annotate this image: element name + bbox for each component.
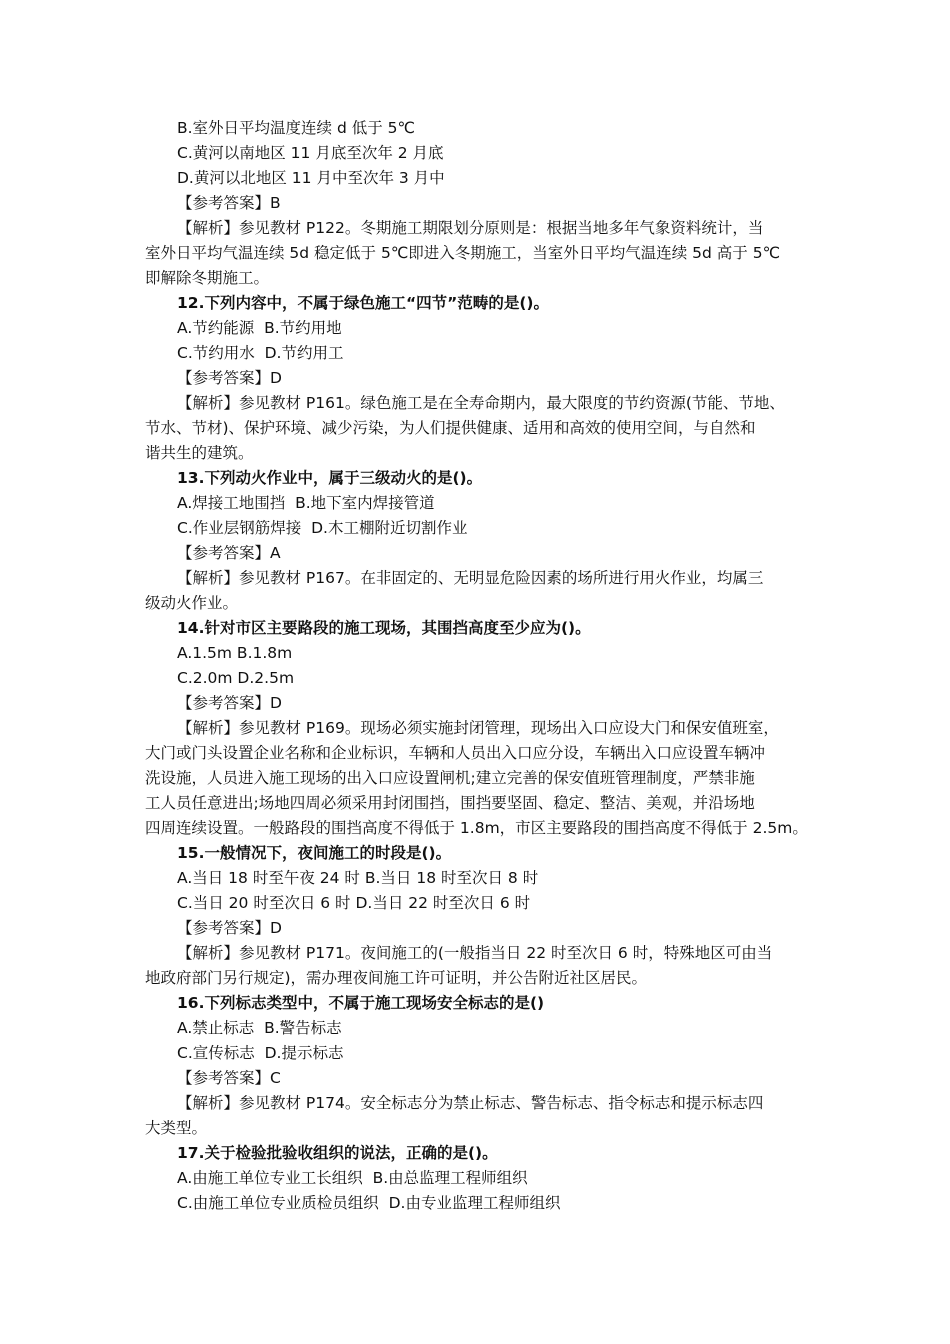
answer-q15: 【参考答案】D bbox=[177, 919, 282, 937]
options-cd-q16: C.宣传标志 D.提示标志 bbox=[177, 1044, 344, 1062]
answer-q16: 【参考答案】C bbox=[177, 1069, 281, 1087]
options-ab-q13: A.焊接工地围挡 B.地下室内焊接管道 bbox=[177, 494, 435, 512]
options-ab-q14: A.1.5m B.1.8m bbox=[177, 644, 293, 662]
analysis-q15-line1: 【解析】参见教材 P171。夜间施工的(一般指当日 22 时至次日 6 时，特殊地区可由当 bbox=[177, 944, 773, 962]
question-14: 14.针对市区主要路段的施工现场，其围挡高度至少应为()。 bbox=[177, 619, 591, 637]
question-16: 16.下列标志类型中，不属于施工现场安全标志的是() bbox=[177, 994, 545, 1012]
answer-q14: 【参考答案】D bbox=[177, 694, 282, 712]
option-c-q11: C.黄河以南地区 11 月底至次年 2 月底 bbox=[177, 144, 444, 162]
analysis-q14-line5: 四周连续设置。一般路段的围挡高度不得低于 1.8m，市区主要路段的围挡高度不得低于 2.5m。 bbox=[145, 819, 808, 837]
analysis-q14-line1: 【解析】参见教材 P169。现场必须实施封闭管理，现场出入口应设大门和保安值班室， bbox=[177, 719, 779, 737]
question-17: 17.关于检验批验收组织的说法，正确的是()。 bbox=[177, 1144, 498, 1162]
options-cd-q12: C.节约用水 D.节约用工 bbox=[177, 344, 344, 362]
analysis-q11-line3: 即解除冬期施工。 bbox=[145, 269, 270, 287]
analysis-q14-line2: 大门或门头设置企业名称和企业标识，车辆和人员出入口应分设，车辆出入口应设置车辆冲 bbox=[145, 744, 766, 762]
option-b-q11: B.室外日平均温度连续 d 低于 5℃ bbox=[177, 119, 415, 137]
answer-q11: 【参考答案】B bbox=[177, 194, 281, 212]
options-ab-q16: A.禁止标志 B.警告标志 bbox=[177, 1019, 342, 1037]
analysis-q12-line2: 节水、节材)、保护环境、减少污染，为人们提供健康、适用和高效的使用空间，与自然和 bbox=[145, 419, 756, 437]
analysis-q12-line1: 【解析】参见教材 P161。绿色施工是在全寿命期内，最大限度的节约资源(节能、节地、 bbox=[177, 394, 785, 412]
analysis-q16-line2: 大类型。 bbox=[145, 1119, 208, 1137]
question-13: 13.下列动火作业中，属于三级动火的是()。 bbox=[177, 469, 483, 487]
options-ab-q17: A.由施工单位专业工长组织 B.由总监理工程师组织 bbox=[177, 1169, 528, 1187]
answer-q12: 【参考答案】D bbox=[177, 369, 282, 387]
option-d-q11: D.黄河以北地区 11 月中至次年 3 月中 bbox=[177, 169, 445, 187]
options-cd-q14: C.2.0m D.2.5m bbox=[177, 669, 295, 687]
analysis-q11-line1: 【解析】参见教材 P122。冬期施工期限划分原则是：根据当地多年气象资料统计，当 bbox=[177, 219, 764, 237]
analysis-q15-line2: 地政府部门另行规定)，需办理夜间施工许可证明，并公告附近社区居民。 bbox=[145, 969, 648, 987]
analysis-q14-line4: 工人员任意进出;场地四周必须采用封闭围挡，围挡要坚固、稳定、整洁、美观，并沿场地 bbox=[145, 794, 755, 812]
options-ab-q15: A.当日 18 时至午夜 24 时 B.当日 18 时至次日 8 时 bbox=[177, 869, 539, 887]
options-cd-q15: C.当日 20 时至次日 6 时 D.当日 22 时至次日 6 时 bbox=[177, 894, 531, 912]
analysis-q12-line3: 谐共生的建筑。 bbox=[145, 444, 254, 462]
analysis-q14-line3: 洗设施，人员进入施工现场的出入口应设置闸机;建立完善的保安值班管理制度，严禁非施 bbox=[145, 769, 755, 787]
analysis-q13-line2: 级动火作业。 bbox=[145, 594, 239, 612]
analysis-q16-line1: 【解析】参见教材 P174。安全标志分为禁止标志、警告标志、指令标志和提示标志四 bbox=[177, 1094, 764, 1112]
options-cd-q13: C.作业层钢筋焊接 D.木工棚附近切割作业 bbox=[177, 519, 468, 537]
question-12: 12.下列内容中，不属于绿色施工“四节”范畴的是()。 bbox=[177, 294, 550, 312]
options-cd-q17: C.由施工单位专业质检员组织 D.由专业监理工程师组织 bbox=[177, 1194, 561, 1212]
options-ab-q12: A.节约能源 B.节约用地 bbox=[177, 319, 342, 337]
analysis-q13-line1: 【解析】参见教材 P167。在非固定的、无明显危险因素的场所进行用火作业，均属三 bbox=[177, 569, 764, 587]
question-15: 15.一般情况下，夜间施工的时段是()。 bbox=[177, 844, 452, 862]
analysis-q11-line2: 室外日平均气温连续 5d 稳定低于 5℃即进入冬期施工，当室外日平均气温连续 5d 高于 5℃ bbox=[145, 244, 781, 262]
answer-q13: 【参考答案】A bbox=[177, 544, 281, 562]
